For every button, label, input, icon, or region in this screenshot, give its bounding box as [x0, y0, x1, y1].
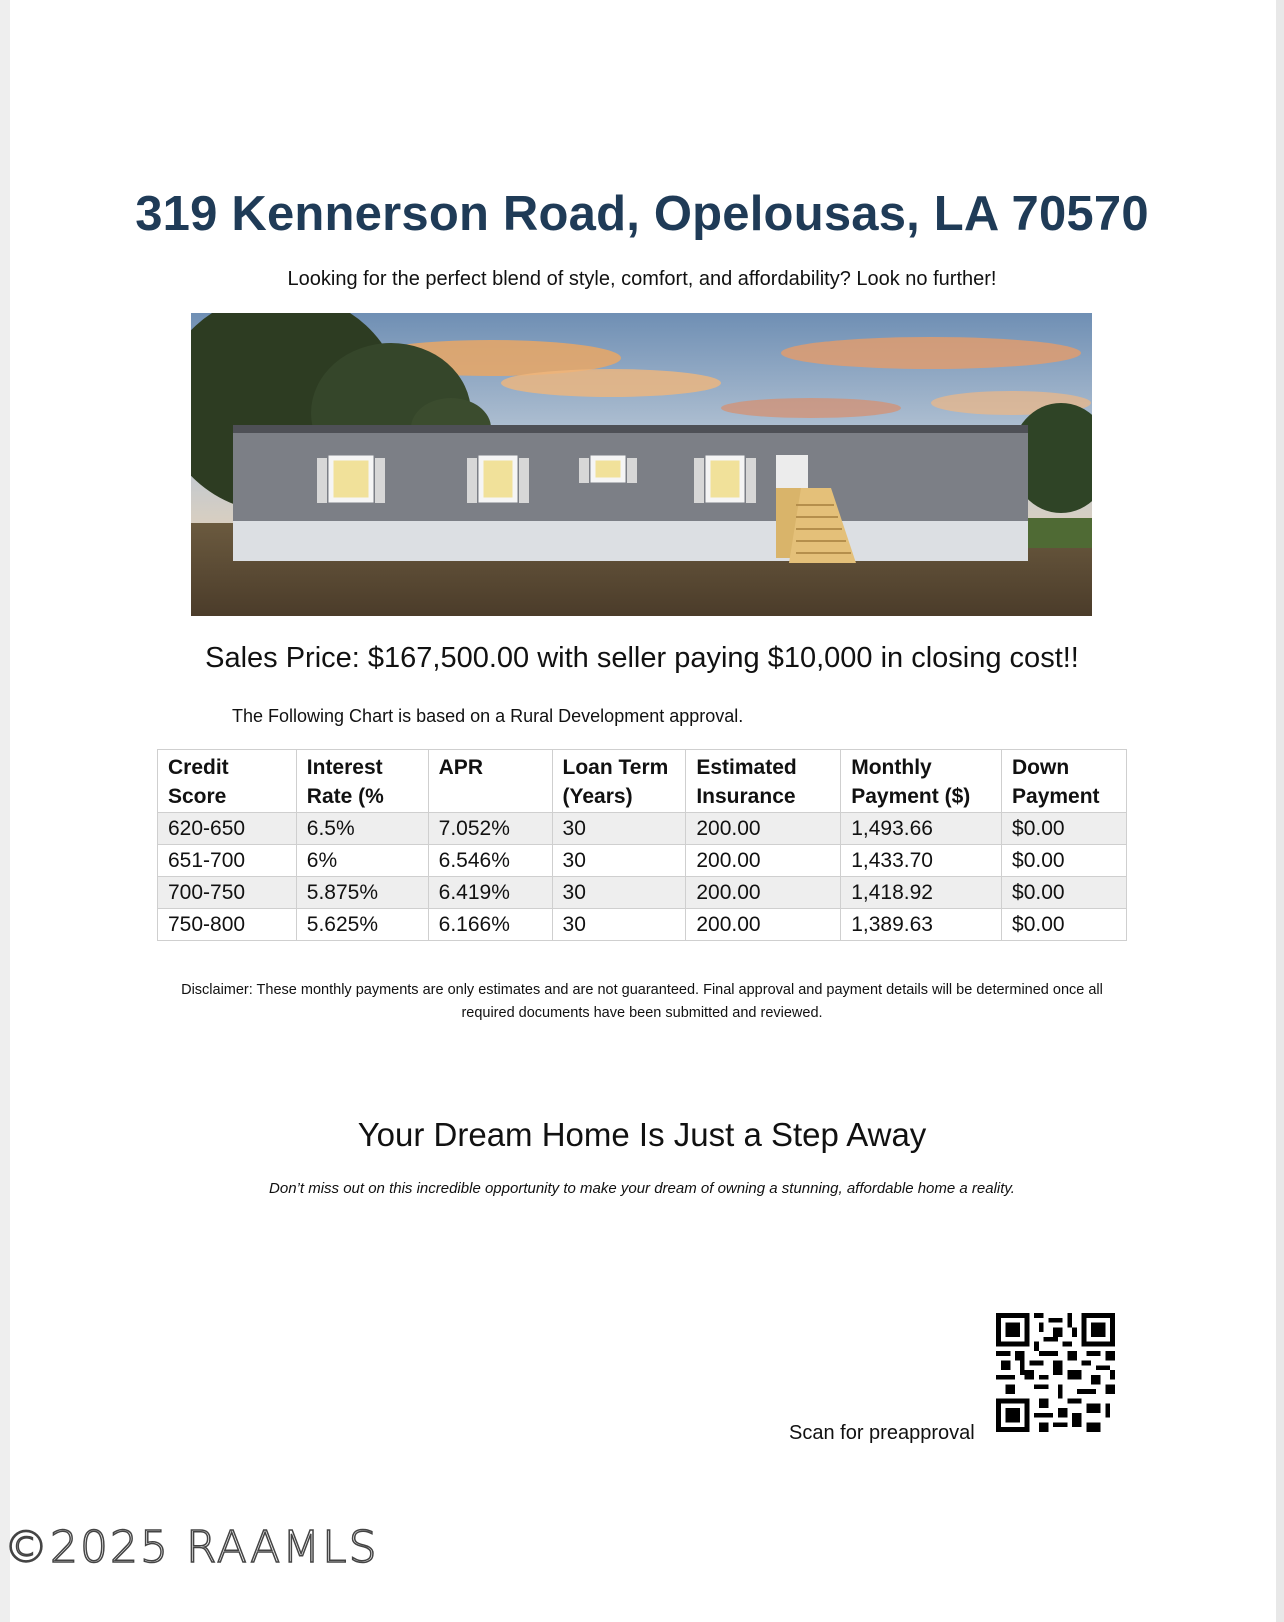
cell-interest-rate: 5.625% [296, 909, 428, 941]
house-photo [191, 313, 1092, 616]
cell-loan-term: 30 [552, 909, 686, 941]
sales-price: Sales Price: $167,500.00 with seller paying $10,000 in closing cost!! [205, 642, 1079, 674]
header-monthly-payment: Monthly Payment ($) [841, 750, 1002, 813]
header-apr: APR [428, 750, 552, 813]
cell-down-payment: $0.00 [1002, 877, 1127, 909]
page-edge-left [0, 0, 10, 1622]
header-down-payment: Down Payment [1002, 750, 1127, 813]
dream-heading: Your Dream Home Is Just a Step Away [357, 1116, 927, 1153]
cell-down-payment: $0.00 [1002, 845, 1127, 877]
cell-down-payment: $0.00 [1002, 813, 1127, 845]
header-loan-term: Loan Term (Years) [552, 750, 686, 813]
dream-subtext: Don’t miss out on this incredible opportunity to make your dream of owning a stunning, affordable home a reality. [269, 1180, 1015, 1197]
disclaimer-line-1: Disclaimer: These monthly payments are only estimates and are not guaranteed. Final approval and payment details will be determined once all [181, 982, 1103, 998]
cell-credit-score: 750-800 [158, 909, 297, 941]
cell-insurance: 200.00 [686, 813, 841, 845]
disclaimer [158, 979, 1126, 1025]
cell-apr: 6.546% [428, 845, 552, 877]
cell-credit-score: 620-650 [158, 813, 297, 845]
cell-insurance: 200.00 [686, 909, 841, 941]
cell-monthly-payment: 1,418.92 [841, 877, 1002, 909]
table-row [158, 909, 1127, 941]
table-row [158, 845, 1127, 877]
cell-monthly-payment: 1,433.70 [841, 845, 1002, 877]
loan-rate-table [157, 749, 1127, 941]
copyright-watermark: ©2025 RAAMLS [4, 1522, 379, 1573]
header-credit-score: Credit Score [158, 750, 297, 813]
table-row [158, 813, 1127, 845]
cell-loan-term: 30 [552, 813, 686, 845]
cell-apr: 6.419% [428, 877, 552, 909]
cell-interest-rate: 5.875% [296, 877, 428, 909]
scan-label: Scan for preapproval [789, 1422, 975, 1444]
cell-loan-term: 30 [552, 877, 686, 909]
cell-insurance: 200.00 [686, 877, 841, 909]
chart-note: The Following Chart is based on a Rural Development approval. [232, 706, 744, 726]
cell-monthly-payment: 1,389.63 [841, 909, 1002, 941]
cell-interest-rate: 6.5% [296, 813, 428, 845]
qr-code-icon[interactable] [996, 1313, 1115, 1432]
disclaimer-line-2: required documents have been submitted and reviewed. [461, 1005, 823, 1021]
table-header-row [158, 750, 1127, 813]
cell-down-payment: $0.00 [1002, 909, 1127, 941]
cell-credit-score: 700-750 [158, 877, 297, 909]
cell-apr: 6.166% [428, 909, 552, 941]
cell-interest-rate: 6% [296, 845, 428, 877]
page-edge-right [1276, 0, 1284, 1622]
property-address-title: 319 Kennerson Road, Opelousas, LA 70570 [135, 187, 1149, 241]
table-row [158, 877, 1127, 909]
cell-monthly-payment: 1,493.66 [841, 813, 1002, 845]
tagline: Looking for the perfect blend of style, comfort, and affordability? Look no further! [287, 268, 997, 290]
cell-apr: 7.052% [428, 813, 552, 845]
cell-credit-score: 651-700 [158, 845, 297, 877]
cell-insurance: 200.00 [686, 845, 841, 877]
cell-loan-term: 30 [552, 845, 686, 877]
header-interest-rate: Interest Rate (% [296, 750, 428, 813]
header-estimated-insurance: Estimated Insurance [686, 750, 841, 813]
